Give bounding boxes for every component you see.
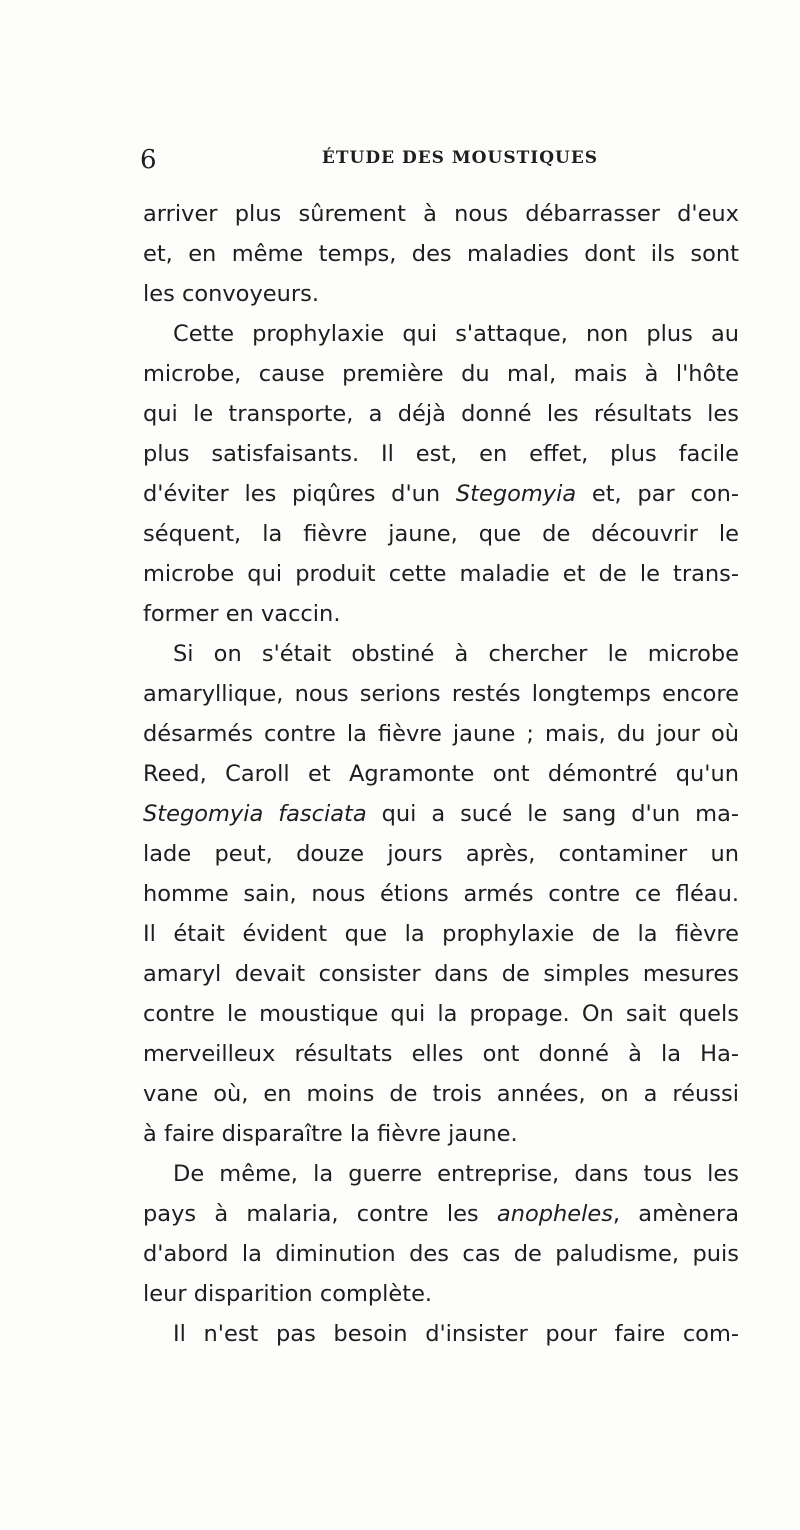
text-line	[143, 474, 739, 514]
text-line	[143, 794, 739, 834]
text-line: Cette prophylaxie qui s'attaque, non plus au	[173, 321, 739, 347]
page-header	[140, 136, 740, 176]
text-line: merveilleux résultats elles ont donné à la Ha-	[143, 1041, 739, 1067]
text-line: amaryl devait consister dans de simples mesures	[143, 961, 739, 987]
text-line: et, en même temps, des maladies dont ils sont	[143, 241, 739, 267]
text-line: vane où, en moins de trois années, on a réussi	[143, 1081, 739, 1107]
text-line: amaryllique, nous serions restés longtemps encore	[143, 681, 739, 707]
text-line: homme sain, nous étions armés contre ce fléau.	[143, 881, 739, 907]
text-line: lade peut, douze jours après, contaminer un	[143, 841, 739, 867]
text-line: contre le moustique qui la propage. On sait quels	[143, 1001, 739, 1027]
body-text	[143, 194, 739, 1354]
text-line: leur disparition complète.	[143, 1281, 433, 1307]
text-line: les convoyeurs.	[143, 281, 319, 307]
text-line: à faire disparaître la fièvre jaune.	[143, 1121, 518, 1147]
text-line: former en vaccin.	[143, 601, 341, 627]
text-line: d'abord la diminution des cas de paludisme, puis	[143, 1241, 739, 1267]
text-line: De même, la guerre entreprise, dans tous les	[173, 1161, 739, 1187]
text-line: microbe qui produit cette maladie et de le trans-	[143, 561, 739, 587]
page-number: 6	[140, 145, 157, 175]
text-line: arriver plus sûrement à nous débarrasser d'eux	[143, 201, 739, 227]
text-segment: d'éviter les piqûres d'un	[143, 481, 456, 507]
text-line: Il était évident que la prophylaxie de la fièvre	[143, 921, 739, 947]
text-line: plus satisfaisants. Il est, en effet, plus facile	[143, 441, 739, 467]
text-line: Reed, Caroll et Agramonte ont démontré qu'un	[143, 761, 739, 787]
text-line: microbe, cause première du mal, mais à l'hôte	[143, 361, 739, 387]
italic-term: Stegomyia fasciata	[143, 801, 367, 827]
text-line: séquent, la fièvre jaune, que de découvrir le	[143, 521, 739, 547]
text-segment: pays à malaria, contre les	[143, 1201, 497, 1227]
running-head: ÉTUDE DES MOUSTIQUES	[321, 148, 599, 168]
italic-term: Stegomyia	[455, 481, 577, 507]
text-segment: qui a sucé le sang d'un ma-	[366, 801, 739, 827]
text-segment: et, par con-	[576, 481, 739, 507]
italic-term: anopheles	[496, 1201, 613, 1227]
text-line: qui le transporte, a déjà donné les résultats les	[143, 401, 739, 427]
text-line: désarmés contre la fièvre jaune ; mais, du jour où	[143, 721, 739, 747]
text-line: Il n'est pas besoin d'insister pour faire com-	[173, 1321, 739, 1347]
text-segment: , amènera	[612, 1201, 739, 1227]
text-line: Si on s'était obstiné à chercher le microbe	[173, 641, 739, 667]
text-line	[143, 1194, 739, 1234]
